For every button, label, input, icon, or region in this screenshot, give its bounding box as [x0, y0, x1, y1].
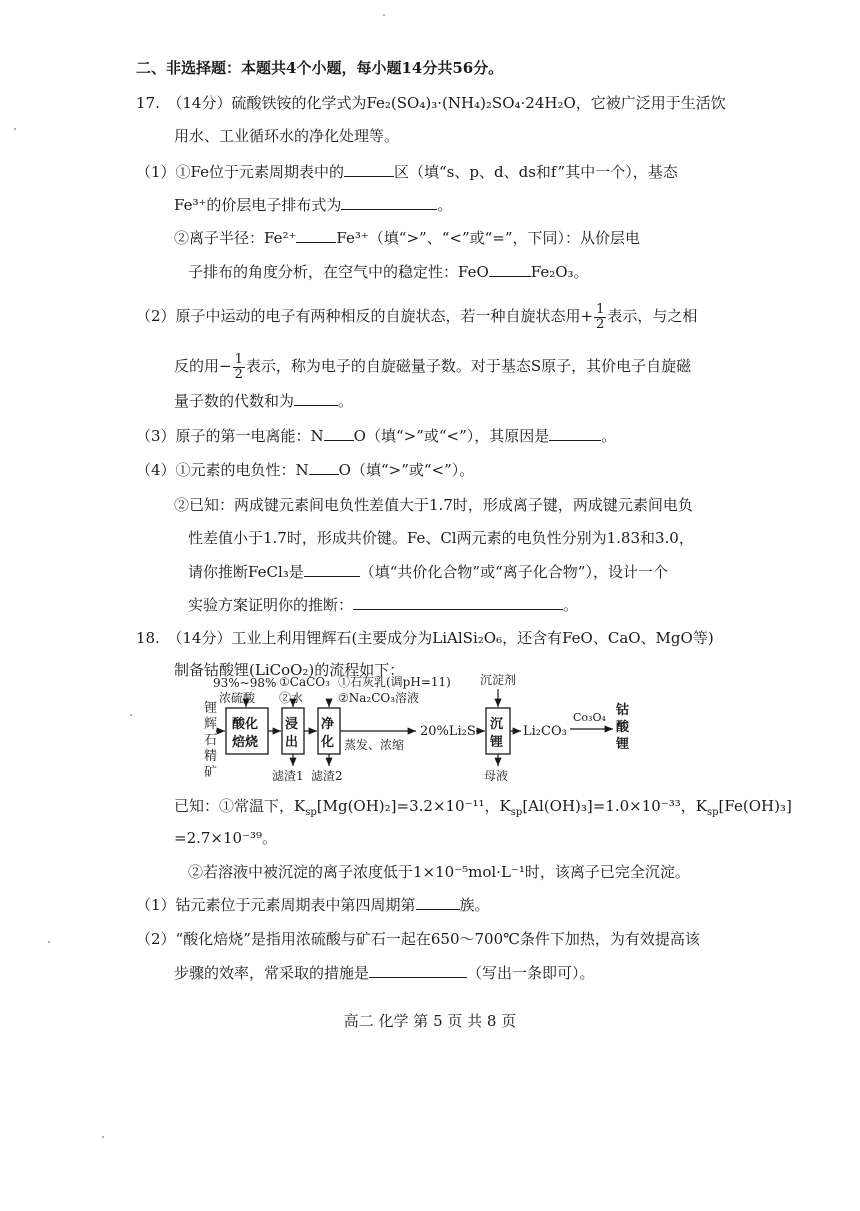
text: Fe³⁺（填“>”、“<”或“=”，下同）：从价层电 [336, 229, 641, 247]
precipitant-label: 沉淀剂 [480, 673, 517, 687]
fraction-denominator: 2 [234, 366, 243, 382]
fraction-numerator: 1 [596, 301, 605, 317]
acid-roast-label: 酸化 [232, 717, 259, 732]
product-char: 酸 [616, 720, 630, 735]
precipitation-label: 锂 [490, 735, 504, 750]
text: （填“共价化合物”或“离子化合物”），设计一个 [359, 563, 668, 581]
text: 。 [437, 196, 453, 214]
text: 。 [563, 596, 579, 614]
purify-label: 净 [321, 717, 335, 732]
purify-reagent-label: ①石灰乳(调pH=11) [338, 675, 451, 689]
text: 表示，称为电子的自旋磁量子数。对于基态S原子，其价电子自旋磁 [245, 357, 692, 375]
leach-label: 出 [285, 735, 299, 750]
text: 族。 [459, 896, 490, 914]
q18-known-2: ②若溶液中被沉淀的离子浓度低于1×10⁻⁵mol·L⁻¹时，该离子已完全沉淀。 [188, 863, 690, 881]
text: 子排布的角度分析，在空气中的稳定性：FeO [188, 263, 489, 281]
subscript: sp [510, 807, 523, 818]
q18-stem-line2: 制备钴酸锂(LiCoO₂)的流程如下： [174, 661, 405, 679]
fraction-denominator: 2 [596, 316, 605, 332]
acid-roast-label: 焙烧 [232, 735, 259, 750]
section-header: 二、非选择题：本题共4个小题，每小题14分共56分。 [136, 59, 504, 77]
text: 请你推断FeCl₃是 [188, 563, 304, 581]
residue2-label: 滤渣2 [311, 769, 343, 783]
q18-known-1-cont: =2.7×10⁻³⁹。 [174, 829, 278, 847]
leach-label: 浸 [285, 717, 299, 732]
answer-blank[interactable] [369, 963, 467, 978]
answer-blank[interactable] [416, 895, 460, 910]
text: O（填“>”或“<”），其原因是 [353, 427, 550, 445]
product-char: 锂 [616, 737, 630, 752]
q18-stem-line1: 18. （14分）工业上利用锂辉石(主要成分为LiAlSi₂O₆，还含有FeO、CaO、MgO等) [136, 629, 714, 647]
text: 表示，与之相 [607, 307, 698, 325]
q18-known-1 [174, 796, 792, 823]
subscript: sp [305, 807, 317, 818]
text: （2）原子中运动的电子有两种相反的自旋状态，若一种自旋状态用+ [136, 307, 594, 325]
text: （3）原子的第一电离能：N [136, 427, 324, 445]
text: [Fe(OH)₃] [718, 797, 792, 815]
mother-liquor-label: 母液 [484, 769, 509, 783]
text: 实验方案证明你的推断： [188, 596, 354, 614]
text: 区（填“s、p、d、ds和f”其中一个），基态 [394, 163, 678, 181]
subscript: sp [706, 807, 719, 818]
text: 步骤的效率，常采取的措施是 [174, 964, 370, 982]
q18-part1 [136, 895, 490, 915]
purify-label: 化 [321, 735, 335, 750]
raw-material-char: 辉 [204, 717, 218, 732]
leach-reagent-label: ①CaCO₃ [279, 675, 330, 689]
text: （1）①Fe位于元素周期表中的 [136, 163, 345, 181]
q17-part4-line3: 性差值小于1.7时，形成共价键。Fe、Cl两元素的电负性分别为1.83和3.0， [188, 529, 694, 547]
residue1-label: 滤渣1 [272, 769, 304, 783]
purify-reagent-label: ②Na₂CO₃溶液 [338, 691, 420, 705]
raw-material-char: 矿 [204, 765, 218, 780]
text: Fe³⁺的价层电子排布式为 [174, 196, 342, 214]
text: ②离子半径：Fe²⁺ [174, 229, 297, 247]
precipitation-label: 沉 [490, 717, 504, 732]
text: （4）①元素的电负性：N [136, 461, 309, 479]
acid-name-label: 浓硫酸 [219, 691, 256, 705]
text: 反的用− [174, 357, 232, 375]
co3o4-label: Co₃O₄ [573, 711, 606, 724]
li2co3-label: Li₂CO₃ [523, 724, 567, 739]
text: （写出一条即可）。 [467, 964, 595, 982]
raw-material-char: 石 [204, 733, 218, 748]
raw-material-char: 锂 [204, 701, 218, 716]
evaporation-label: 蒸发、浓缩 [344, 738, 405, 752]
q18-part2-line2 [174, 963, 595, 983]
fraction-numerator: 1 [234, 351, 243, 367]
text: [Mg(OH)₂]=3.2×10⁻¹¹，K [316, 797, 511, 815]
text: 量子数的代数和为 [174, 392, 295, 410]
text: O（填“>”或“<”）。 [338, 461, 475, 479]
text: 。 [338, 392, 354, 410]
q18-part2-line1: （2）“酸化焙烧”是指用浓硫酸与矿石一起在650～700℃条件下加热，为有效提高该 [136, 930, 700, 948]
leach-reagent-label: ②水 [279, 691, 304, 705]
raw-material-char: 精 [204, 749, 218, 764]
text: （1）钴元素位于元素周期表中第四周期第 [136, 896, 416, 914]
text: 。 [601, 427, 617, 445]
text: Fe₂O₃。 [530, 263, 589, 281]
li2s-label: 20%Li₂S [420, 724, 476, 739]
product-char: 钴 [616, 703, 630, 718]
text: [Al(OH)₃]=1.0×10⁻³³，K [522, 797, 707, 815]
q17-part4-line2: ②已知：两成键元素间电负性差值大于1.7时，形成离子键，两成键元素间电负 [174, 496, 693, 514]
text: 已知：①常温下，K [174, 797, 306, 815]
acid-concentration-label: 93%~98% [213, 676, 277, 690]
q17-stem-line1: 17. （14分）硫酸铁铵的化学式为Fe₂(SO₄)₃·(NH₄)₂SO₄·24H₂O，它被广泛用于生活饮 [136, 94, 726, 112]
q17-stem-line2: 用水、工业循环水的净化处理等。 [174, 127, 400, 145]
page-footer: 高二 化学 第 5 页 共 8 页 [343, 1012, 517, 1030]
